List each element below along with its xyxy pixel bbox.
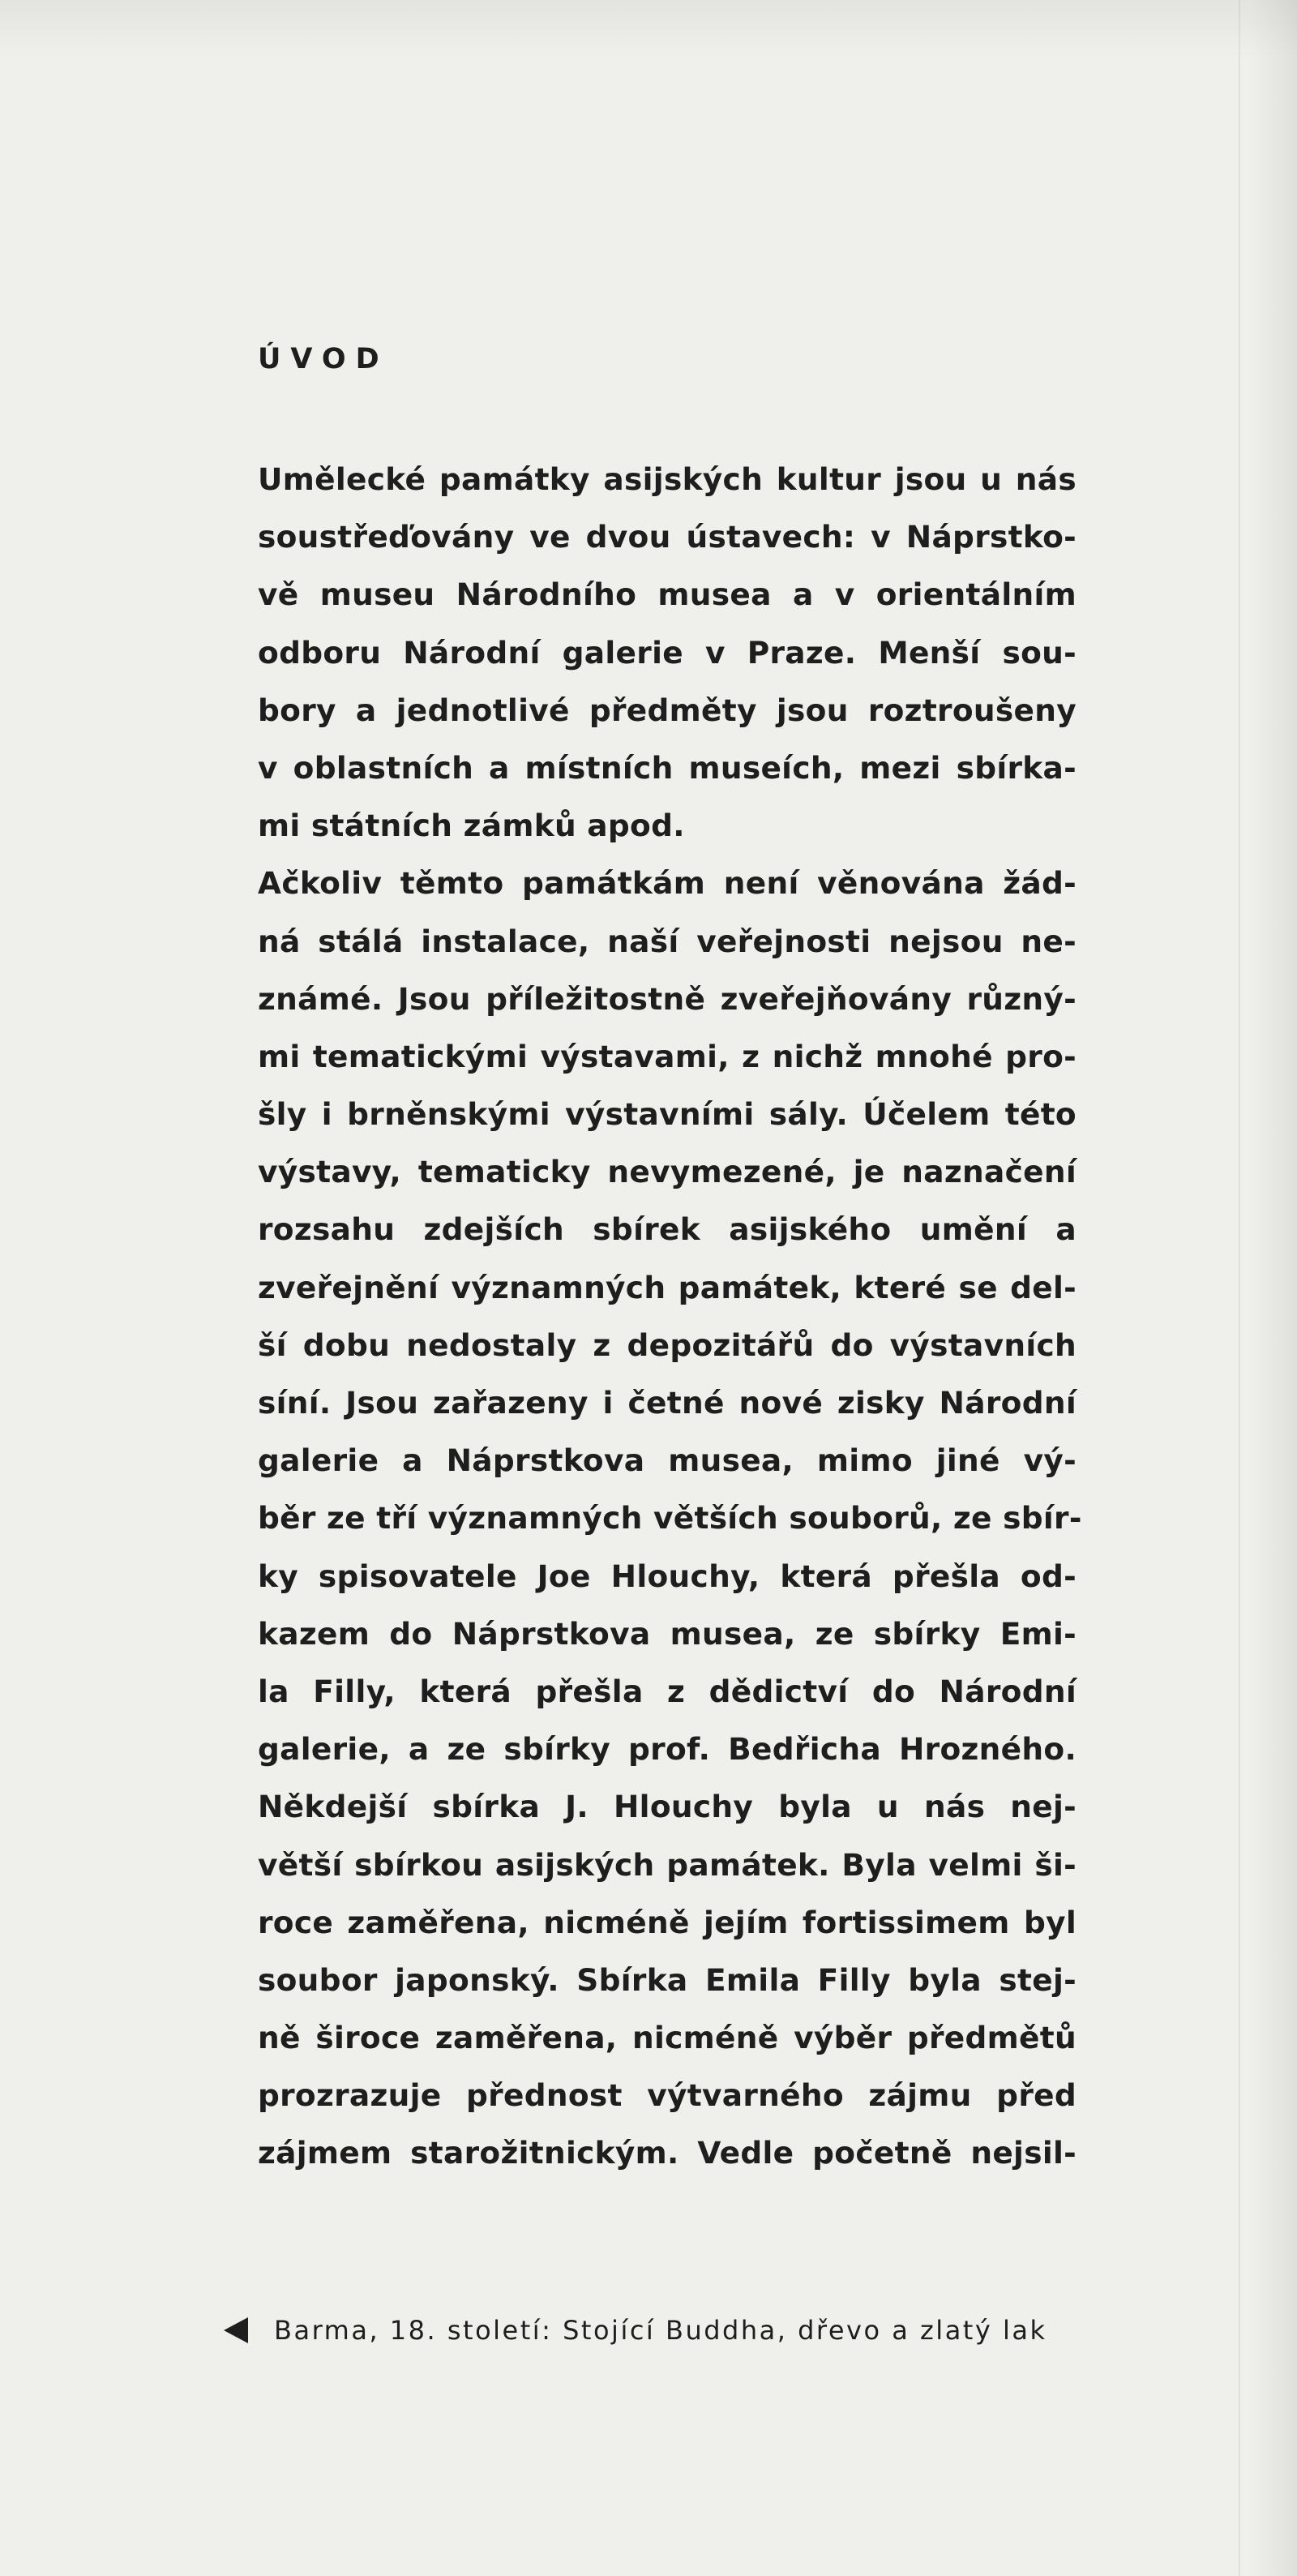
text-line: Umělecké památky asijských kultur jsou u nás [258, 461, 1077, 497]
text-line: zveřejnění významných památek, které se del- [258, 1269, 1077, 1305]
text-line: běr ze tří významných větších souborů, ze sbír- [258, 1500, 1082, 1537]
text-line: vě museu Národního musea a v orientálním [258, 576, 1077, 613]
text-line: Ačkoliv těmto památkám není věnována žád- [258, 865, 1077, 902]
text-line: Někdejší sbírka J. Hlouchy byla u nás nej- [258, 1789, 1077, 1825]
text-line: ně široce zaměřena, nicméně výběr předmětů [258, 2020, 1077, 2056]
text-line: šly i brněnskými výstavními sály. Účelem této [258, 1096, 1077, 1133]
text-line: kazem do Náprstkova musea, ze sbírky Emi- [258, 1615, 1077, 1652]
text-line: v oblastních a místních museích, mezi sbírka- [258, 749, 1077, 786]
page-fold-line [1239, 0, 1240, 2576]
left-pointing-triangle-icon [224, 2317, 248, 2343]
page-edge-shadow [1248, 0, 1297, 2576]
text-line: galerie a Náprstkova musea, mimo jiné vý- [258, 1442, 1077, 1479]
text-line: bory a jednotlivé předměty jsou roztroušeny [258, 692, 1077, 728]
text-line: mi státních zámků apod. [258, 808, 685, 844]
page-top-shadow [0, 0, 1297, 57]
text-line: soubor japonský. Sbírka Emila Filly byla stej- [258, 1961, 1077, 1998]
image-caption [224, 2310, 1047, 2351]
text-line: známé. Jsou příležitostně zveřejňovány různý- [258, 980, 1077, 1017]
text-line: galerie, a ze sbírky prof. Bedřicha Hrozného. [258, 1731, 1077, 1768]
text-line: ná stálá instalace, naší veřejnosti nejsou ne- [258, 923, 1077, 959]
text-line: zájmem starožitnickým. Vedle početně nejsil- [258, 2135, 1077, 2171]
text-line: odboru Národní galerie v Praze. Menší sou- [258, 634, 1077, 671]
text-line: výstavy, tematicky nevymezené, je naznačení [258, 1154, 1077, 1190]
text-line: soustřeďovány ve dvou ústavech: v Náprstko- [258, 519, 1077, 555]
caption-text: Barma, 18. století: Stojící Buddha, dřevo a zlatý lak [274, 2315, 1047, 2346]
page-title: ÚVOD [258, 343, 389, 375]
text-line: mi tematickými výstavami, z nichž mnohé pro- [258, 1038, 1077, 1074]
text-line: síní. Jsou zařazeny i četné nové zisky Národní [258, 1385, 1077, 1421]
text-line: roce zaměřena, nicméně jejím fortissimem byl [258, 1904, 1077, 1940]
body-text [258, 451, 1082, 2183]
text-line: ší dobu nedostaly z depozitářů do výstavních [258, 1327, 1077, 1363]
text-line: rozsahu zdejších sbírek asijského umění a [258, 1211, 1077, 1248]
text-line: prozrazuje přednost výtvarného zájmu před [258, 2077, 1077, 2114]
text-line: větší sbírkou asijských památek. Byla velmi ši- [258, 1846, 1077, 1883]
text-line: ky spisovatele Joe Hlouchy, která přešla od- [258, 1558, 1077, 1594]
text-line: la Filly, která přešla z dědictví do Národní [258, 1673, 1077, 1709]
